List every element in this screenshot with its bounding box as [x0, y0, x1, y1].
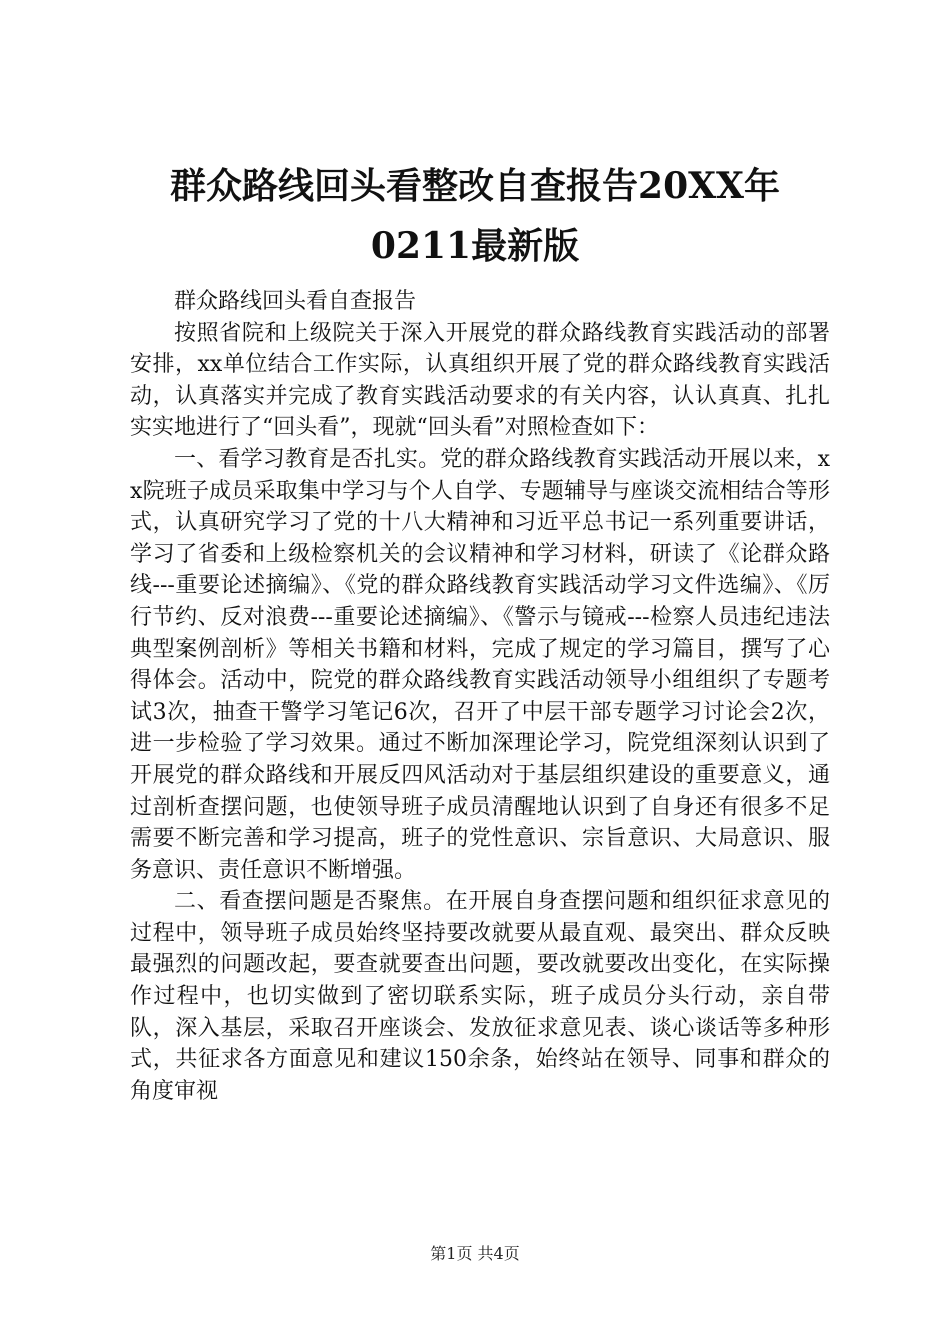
document-body: [130, 286, 830, 1107]
page-number-footer: 第1页 共4页: [430, 1244, 520, 1263]
section-two-paragraph: 二、看查摆问题是否聚焦。在开展自身查摆问题和组织征求意见的过程中，领导班子成员始终坚持要改就要从最直观、最突出、群众反映最强烈的问题改起，要查就要查出问题，要改就要改出变化，在实际操作过程中，也切实做到了密切联系实际，班子成员分头行动，亲自带队，深入基层，采取召开座谈会、发放征求意见表、谈心谈话等多种形式，共征求各方面意见和建议150余条，始终站在领导、同事和群众的角度审视: [130, 889, 830, 1104]
report-subtitle: 群众路线回头看自查报告: [174, 289, 417, 314]
intro-paragraph: 按照省院和上级院关于深入开展党的群众路线教育实践活动的部署安排，xx单位结合工作实际，认真组织开展了党的群众路线教育实践活动，认真落实并完成了教育实践活动要求的有关内容，认认真真、扎扎实实地进行了“回头看”，现就“回头看”对照检查如下：: [130, 320, 830, 441]
section-one-paragraph: 一、看学习教育是否扎实。党的群众路线教育实践活动开展以来，xx院班子成员采取集中学习与个人自学、专题辅导与座谈交流相结合等形式，认真研究学习了党的十八大精神和习近平总书记一系列重要讲话，学习了省委和上级检察机关的会议精神和学习材料，研读了《论群众路线---重要论述摘编》、《党的群众路线教育实践活动学习文件选编》、《厉行节约、反对浪费---重要论述摘编》、《警示与镜戒---检察人员违纪违法典型案例剖析》等相关书籍和材料，完成了规定的学习篇目，撰写了心得体会。活动中，院党的群众路线教育实践活动领导小组组织了专题考试3次，抽查干警学习笔记6次，召开了中层干部专题学习讨论会2次，进一步检验了学习效果。通过不断加深理论学习，院党组深刻认识到了开展党的群众路线和开展反四风活动对于基层组织建设的重要意义，通过剖析查摆问题，也使领导班子成员清醒地认识到了自身还有很多不足需要不断完善和学习提高，班子的党性意识、宗旨意识、大局意识、服务意识、责任意识不断增强。: [130, 446, 830, 883]
document-title: 群众路线回头看整改自查报告20XX年0211最新版: [170, 165, 780, 267]
